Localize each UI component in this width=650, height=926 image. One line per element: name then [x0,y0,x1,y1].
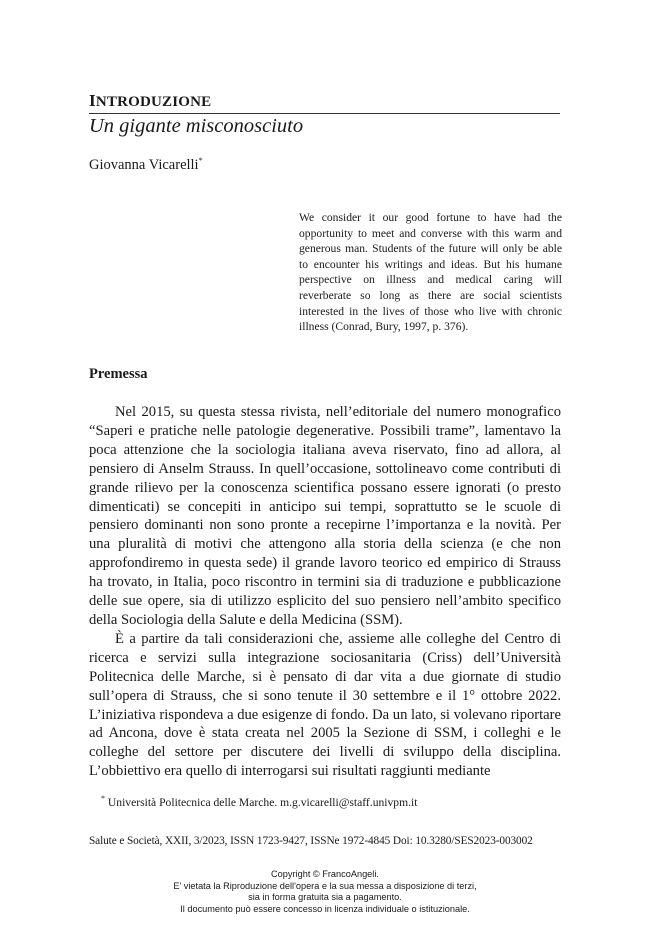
author-name [89,157,203,174]
footnote-text: Università Politecnica delle Marche. m.g.vicarelli@staff.univpm.it [107,796,418,809]
section-label-initial: I [89,91,96,110]
copyright-line: Copyright © FrancoAngeli. [271,869,379,879]
author-footnote-mark: * [198,156,203,166]
section-heading: Premessa [89,366,148,382]
journal-citation: Salute e Società, XXII, 3/2023, ISSN 1723-9427, ISSNe 1972-4845 Doi: 10.3280/SES2023-003002 [89,835,533,847]
copyright-line: E' vietata la Riproduzione dell'opera e la sua messa a disposizione di terzi, [173,880,477,891]
section-label [89,91,211,111]
footnote-mark: * [101,794,105,804]
copyright-line: Il documento può essere concesso in licenza individuale o istituzionale. [180,903,470,914]
paragraph: È a partire da tali considerazioni che, assieme alle colleghe del Centro di ricerca e servizi sulla integrazione sociosanitaria (Criss) dell’Università Politecnica delle Marche, si è pensato di dar vita a due giornate di studio sull’opera di Strauss, che si sono tenute il 30 settembre e il 1° ottobre 2022. L’iniziativa rispondeva a due esigenze di fondo. Da un lato, si volevano riportare ad Ancona, dove è stata creata nel 2005 la Sezione di SSM, i colleghi e le colleghe del settore per discutere dei livelli di sviluppo della disciplina. L’obbiettivo era quello di interrogarsi sui risultati raggiunti mediante [89,630,561,780]
paragraph: Nel 2015, su questa stessa rivista, nell’editoriale del numero monografico “Saperi e pratiche nelle patologie degenerative. Possibili trame”, lamentavo la poca attenzione che la sociologia italiana aveva riservato, fino ad allora, al pensiero di Anselm Strauss. In quell’occasione, sottolineavo come contributi di grande rilievo per la conoscenza scientifica possano essere ignorati (o presto dimenticati) se concepiti in anticipo sui tempi, soprattutto se le scuole di pensiero dominanti non sono pronte a recepirne l’importanza e la novità. Per una pluralità di motivi che attengono alla storia della scienza (e che non approfondiremo in questa sede) il grande lavoro teorico ed empirico di Strauss ha trovato, in Italia, poco riscontro in termini sia di traduzione e pubblicazione delle sue opere, sia di utilizzo esplicito del suo pensiero nell’ambito specifico della Sociologia della Salute e della Medicina (SSM). [89,404,561,628]
copyright-notice [0,869,650,915]
copyright-line: sia in forma gratuita sia a pagamento. [248,892,402,903]
body-text [89,403,561,781]
section-label-rest: NTRODUZIONE [95,94,212,110]
author-name-text: Giovanna Vicarelli [89,157,199,173]
article-title: Un gigante misconosciuto [89,115,304,137]
footnote [101,796,417,809]
epigraph-quote: We consider it our good fortune to have had the opportunity to meet and converse with this warm and generous man. Students of the future will only be able to encounter his writings and ideas. But his humane perspective on illness and medical caring will reverberate so long as there are social scientists interested in the lives of those who live with chronic illness (Conrad, Bury, 1997, p. 376). [299,211,562,334]
title-rule [89,113,560,114]
